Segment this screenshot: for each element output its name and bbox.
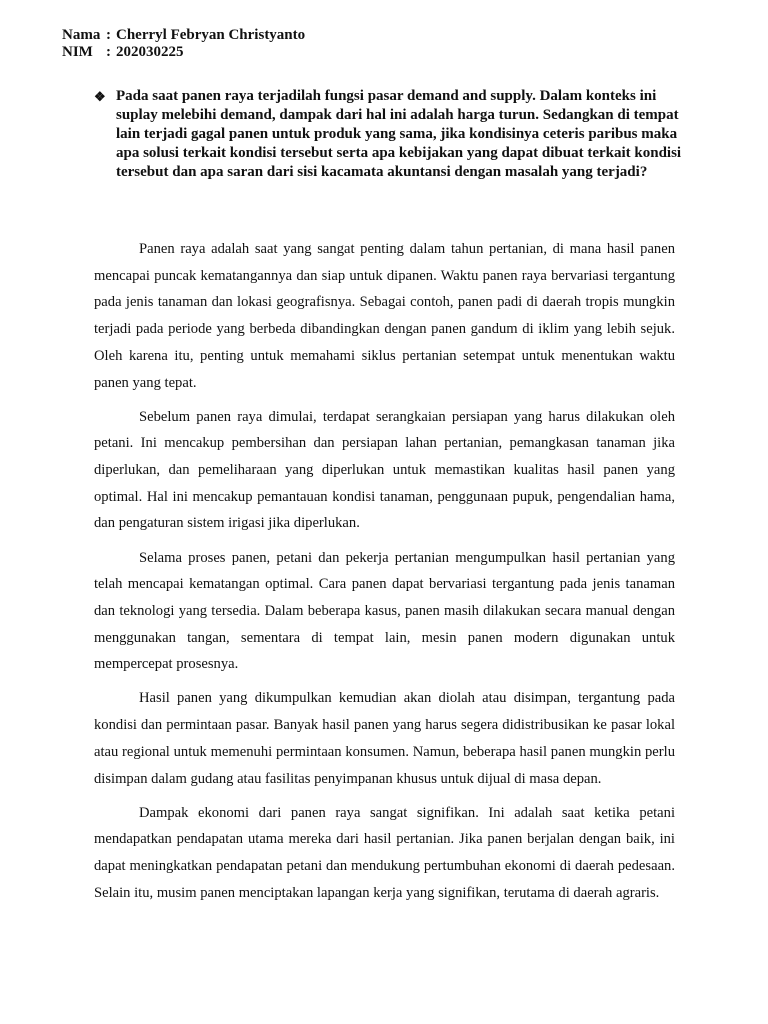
question-block	[94, 87, 684, 182]
nim-separator: :	[106, 44, 111, 60]
question-text: Pada saat panen raya terjadilah fungsi pasar demand and supply. Dalam konteks ini suplay melebihi demand, dampak dari hal ini adalah harga turun. Sedangkan di tempat lain terjadi gagal panen untuk produk yang sama, jika kondisinya ceteris paribus maka apa solusi terkait kondisi tersebut serta apa kebijakan yang dapat dibuat terkait kondisi tersebut dan apa saran dari sisi kacamata akuntansi dengan masalah yang terjadi?	[116, 88, 682, 180]
name-value: Cherryl Febryan Christyanto	[116, 27, 306, 43]
paragraph-3: Selama proses panen, petani dan pekerja pertanian mengumpulkan hasil pertanian yang telah mencapai kematangan optimal. Cara panen dapat bervariasi tergantung pada jenis tanaman dan teknologi yang tersedia. Dalam beberapa kasus, panen masih dilakukan secara manual dengan menggunakan tangan, sementara di tempat lain, mesin panen modern digunakan untuk mempercepat prosesnya.	[94, 549, 675, 673]
nim-label: NIM	[62, 44, 93, 60]
paragraph-5: Dampak ekonomi dari panen raya sangat signifikan. Ini adalah saat ketika petani mendapatkan pendapatan utama mereka dari hasil pertanian. Jika panen berjalan dengan baik, ini dapat meningkatkan pendapatan petani dan mendukung pertumbuhan ekonomi di daerah pedesaan. Selain itu, musim panen menciptakan lapangan kerja yang signifikan, terutama di daerah agraris.	[94, 804, 675, 901]
nim-value: 202030225	[116, 44, 184, 60]
diamond-bullet-icon: ❖	[94, 89, 106, 104]
name-row	[62, 27, 305, 44]
paragraph-1: Panen raya adalah saat yang sangat penting dalam tahun pertanian, di mana hasil panen mencapai puncak kematangannya dan siap untuk dipanen. Waktu panen raya bervariasi tergantung pada jenis tanaman dan lokasi geografisnya. Sebagai contoh, panen padi di daerah tropis mungkin terjadi pada periode yang berbeda dibandingkan dengan panen gandum di iklim yang lebih sejuk. Oleh karena itu, penting untuk memahami siklus pertanian setempat untuk menentukan waktu panen yang tepat.	[94, 241, 675, 391]
nim-row	[62, 44, 305, 61]
paragraph-2: Sebelum panen raya dimulai, terdapat serangkaian persiapan yang harus dilakukan oleh petani. Ini mencakup pembersihan dan persiapan lahan pertanian, pemangkasan tanaman jika diperlukan, dan pemeliharaan yang diperlukan untuk memastikan kualitas hasil panen yang optimal. Hal ini mencakup pemantauan kondisi tanaman, penggunaan pupuk, pengendalian hama, dan pengaturan sistem irigasi jika diperlukan.	[94, 408, 675, 532]
name-label: Nama	[62, 27, 101, 43]
answer-body	[94, 236, 675, 914]
paragraph-4: Hasil panen yang dikumpulkan kemudian akan diolah atau disimpan, tergantung pada kondisi dan permintaan pasar. Banyak hasil panen yang harus segera didistribusikan ke pasar lokal atau regional untuk memenuhi permintaan konsumen. Namun, beberapa hasil panen mungkin perlu disimpan dalam gudang atau fasilitas penyimpanan khusus untuk dijual di masa depan.	[94, 690, 675, 787]
name-separator: :	[106, 27, 111, 43]
student-header	[62, 27, 305, 61]
